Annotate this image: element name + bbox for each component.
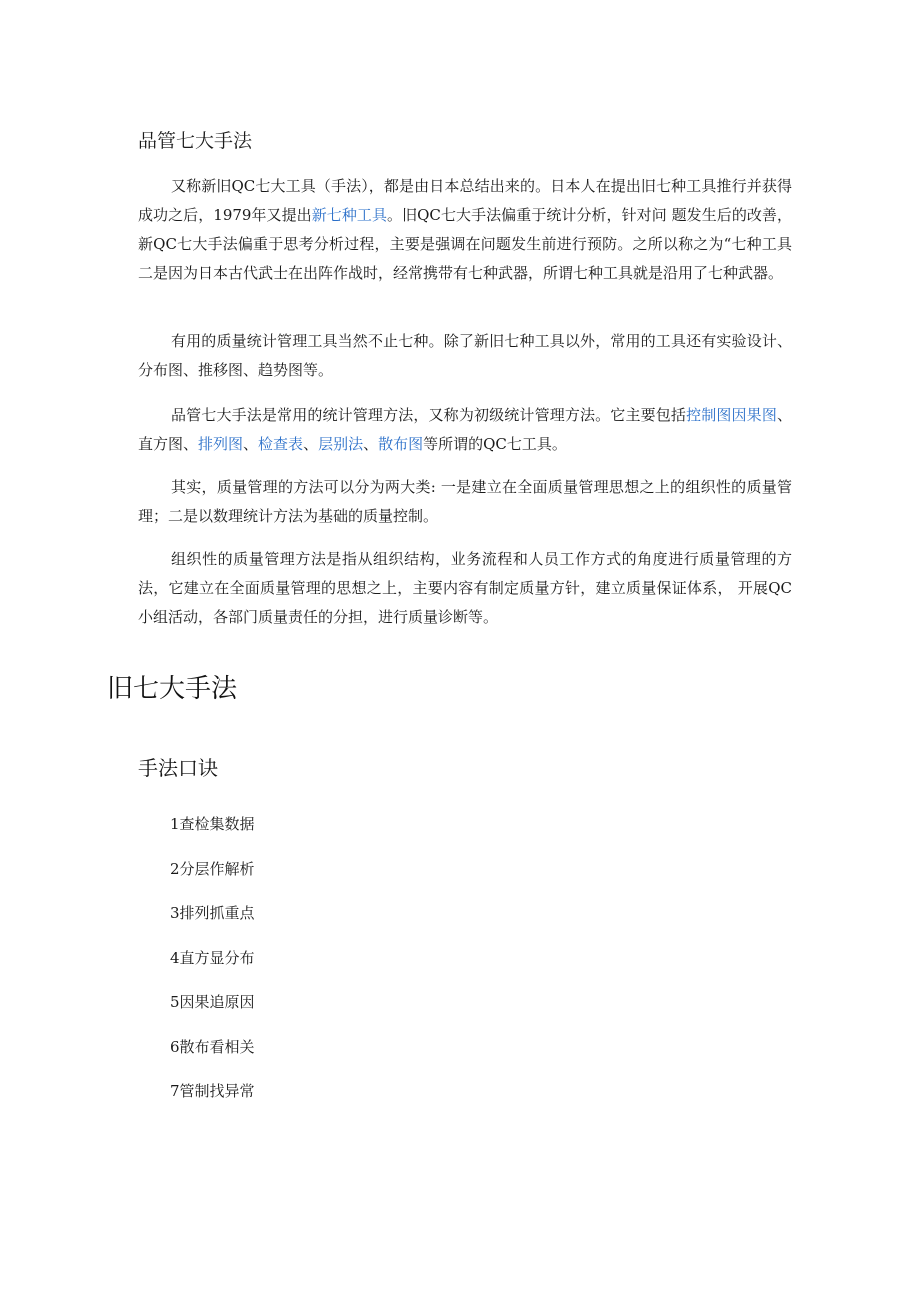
separator: 、 [363,435,379,453]
paragraph-other-tools: 有用的质量统计管理工具当然不止七种。除了新旧七种工具以外，常用的工具还有实验设计、分布图、推移图、趋势图等。 [138,332,792,379]
old-methods-heading: 旧七大手法 [107,674,238,704]
link-cause-effect-diagram[interactable]: 因果图 [731,406,777,424]
paragraph-text: 等所谓的QC七工具。 [423,435,567,453]
list-item: 3排列抓重点 [170,904,255,922]
list-item: 7管制找异常 [170,1082,255,1100]
paragraph-organizational-methods: 组织性的质量管理方法是指从组织结构，业务流程和人员工作方式的角度进行质量管理的方法，它建立在全面质量管理的思想之上，主要内容有制定质量方针，建立质量保证体系， 开展QC小组活动，各部门质量责任的分担，进行质量诊断等。 [138,550,792,626]
mnemonic-list [170,808,255,1120]
paragraph-seven-methods [138,401,792,459]
link-new-seven-tools[interactable]: 新七种工具 [311,206,388,224]
paragraph-text: 品管七大手法是常用的统计管理方法，又称为初级统计管理方法。它主要包括 [171,406,687,424]
list-item: 2分层作解析 [170,859,255,878]
list-item: 4直方显分布 [170,948,255,967]
link-control-chart[interactable]: 控制图 [686,406,732,424]
paragraph-text: 、直方图、 [138,406,792,453]
list-item: 1查检集数据 [170,815,255,833]
link-stratification[interactable]: 层别法 [318,435,364,453]
separator: 、 [303,435,319,453]
paragraph-two-categories: 其实，质量管理的方法可以分为两大类: 一是建立在全面质量管理思想之上的组织性的质量管理；二是以数理统计方法为基础的质量控制。 [138,478,792,525]
link-scatter-diagram[interactable]: 散布图 [378,435,424,453]
paragraph-text: 。旧QC七大手法偏重于统计分析，针对问 题发生后的改善，新QC七大手法偏重于思考分析过程，主要是强调在问题发生前进行预防。之所以称之为“七种工具二是因为日本古代武士在出阵作战时，经常携带有七种武器，所谓七种工具就是沿用了七种武器。 [138,206,792,282]
link-check-sheet[interactable]: 检查表 [258,435,304,453]
section-title: 品管七大手法 [138,130,253,152]
link-pareto-chart[interactable]: 排列图 [198,435,244,453]
separator: 、 [243,435,259,453]
list-item: 5因果追原因 [170,993,255,1011]
paragraph-origin [138,172,792,288]
paragraph-text: 又称新旧QC七大工具（手法），都是由日本总结出来的。日本人在提出旧七种工具推行并获得成功之后，1979年又提出 [138,177,792,224]
list-item: 6散布看相关 [170,1037,255,1056]
mnemonic-heading: 手法口诀 [138,756,218,780]
